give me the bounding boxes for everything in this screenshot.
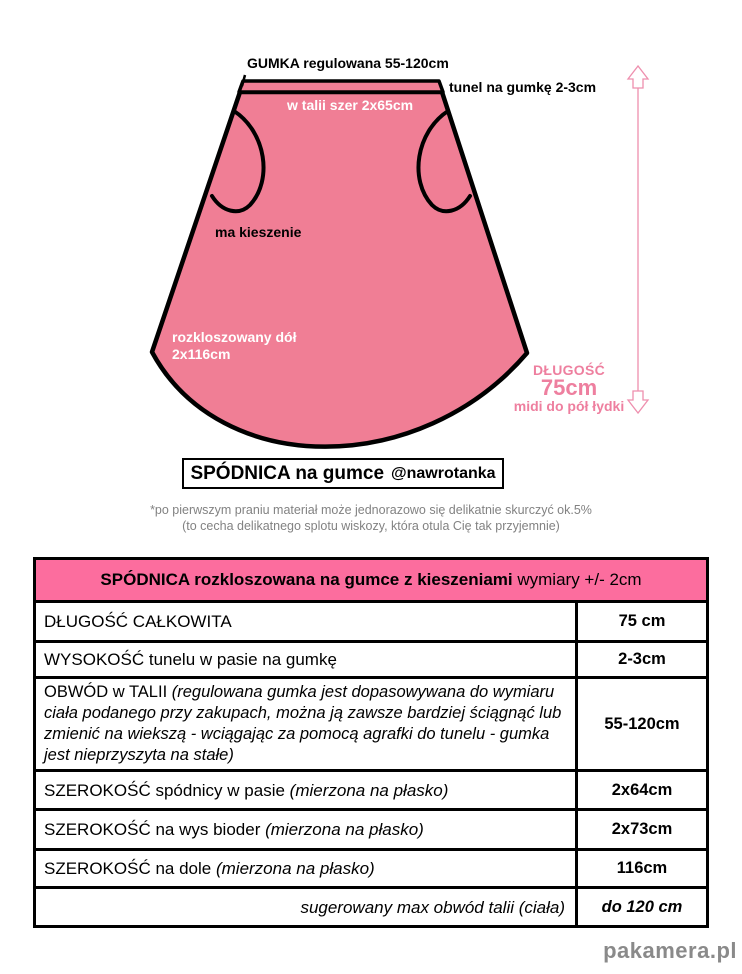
table-row	[36, 676, 706, 769]
row-label-cell	[36, 772, 575, 808]
row-label-italic: (regulowana gumka jest dopasowywana do wymiaru ciała podanego przy zakupach, można ją zawsze bardziej ściągnąć lub zmienić na wiekszą - wciągając za pomocą agrafki do tunelu - gumka jest nieprzyszyta na stałe)	[44, 683, 562, 764]
length-value: 75cm	[540, 375, 598, 400]
hem-width-label	[172, 329, 296, 362]
row-label: WYSOKOŚĆ tunelu w pasie na gumkę	[44, 650, 337, 669]
row-label: OBWÓD w TALII	[44, 683, 172, 701]
table-header-normal: wymiary +/- 2cm	[512, 570, 642, 589]
care-footnote-line2: (to cecha delikatnego splotu wiskozy, która otula Cię tak przyjemnie)	[182, 518, 560, 533]
row-label-italic: (mierzona na płasko)	[215, 859, 375, 878]
row-label: SZEROKOŚĆ na dole	[44, 859, 216, 878]
product-title: SPÓDNICA na gumce	[190, 462, 385, 484]
row-value-cell: 55-120cm	[575, 679, 706, 769]
length-arrow-up-icon	[628, 66, 648, 88]
row-value-cell: 75 cm	[575, 603, 706, 640]
skirt-body-shape	[152, 92, 527, 447]
care-footnote-line1: *po pierwszym praniu materiał może jednorazowo się delikatnie skurczyć ok.5%	[150, 503, 592, 517]
row-label: SZEROKOŚĆ spódnicy w pasie	[44, 780, 290, 800]
row-value-cell: 2-3cm	[575, 643, 706, 676]
brand-handle: @nawrotanka	[391, 464, 496, 482]
table-row	[36, 769, 706, 808]
row-label: SZEROKOŚĆ na wys bioder	[44, 820, 266, 839]
table-row	[36, 640, 706, 676]
title-box	[182, 458, 504, 489]
measurements-table	[33, 557, 709, 928]
table-row	[36, 808, 706, 848]
care-footnote	[0, 503, 742, 534]
row-value-cell: do 120 cm	[575, 889, 706, 925]
table-header	[36, 560, 706, 600]
tunnel-height-label: tunel na gumkę 2-3cm	[449, 79, 597, 95]
table-row	[36, 848, 706, 886]
row-value-cell: 2x64cm	[575, 772, 706, 808]
length-title: DŁUGOŚĆ	[532, 362, 606, 378]
row-label-cell	[36, 679, 575, 769]
row-label-italic: (mierzona na płasko)	[265, 820, 424, 839]
site-watermark: pakamera.pl	[603, 938, 737, 963]
table-row	[36, 600, 706, 640]
row-label-cell	[36, 643, 575, 676]
row-label-cell	[36, 851, 575, 886]
row-label-italic: (mierzona na płasko)	[289, 780, 449, 800]
pockets-label: ma kieszenie	[215, 224, 302, 240]
row-value-cell: 116cm	[575, 851, 706, 886]
elastic-range-label: GUMKA regulowana 55-120cm	[247, 55, 449, 71]
row-label-cell	[36, 811, 575, 848]
table-row	[36, 886, 706, 925]
table-header-bold: SPÓDNICA rozkloszowana na gumce z kieszeniami	[100, 570, 513, 589]
hem-width-label-line1: rozkloszowany dół	[172, 329, 297, 345]
hem-width-label-line2: 2x116cm	[172, 345, 231, 362]
row-value-cell: 2x73cm	[575, 811, 706, 848]
waistband-tunnel-shape	[239, 81, 443, 92]
length-annotation	[502, 363, 636, 413]
row-label-cell	[36, 889, 575, 925]
length-note: midi do pół łydki	[513, 398, 625, 414]
row-label-italic: sugerowany max obwód talii (ciała)	[300, 897, 565, 917]
row-label: DŁUGOŚĆ CAŁKOWITA	[44, 612, 232, 631]
row-label-cell	[36, 603, 575, 640]
waist-width-label: w talii szer 2x65cm	[287, 97, 414, 113]
